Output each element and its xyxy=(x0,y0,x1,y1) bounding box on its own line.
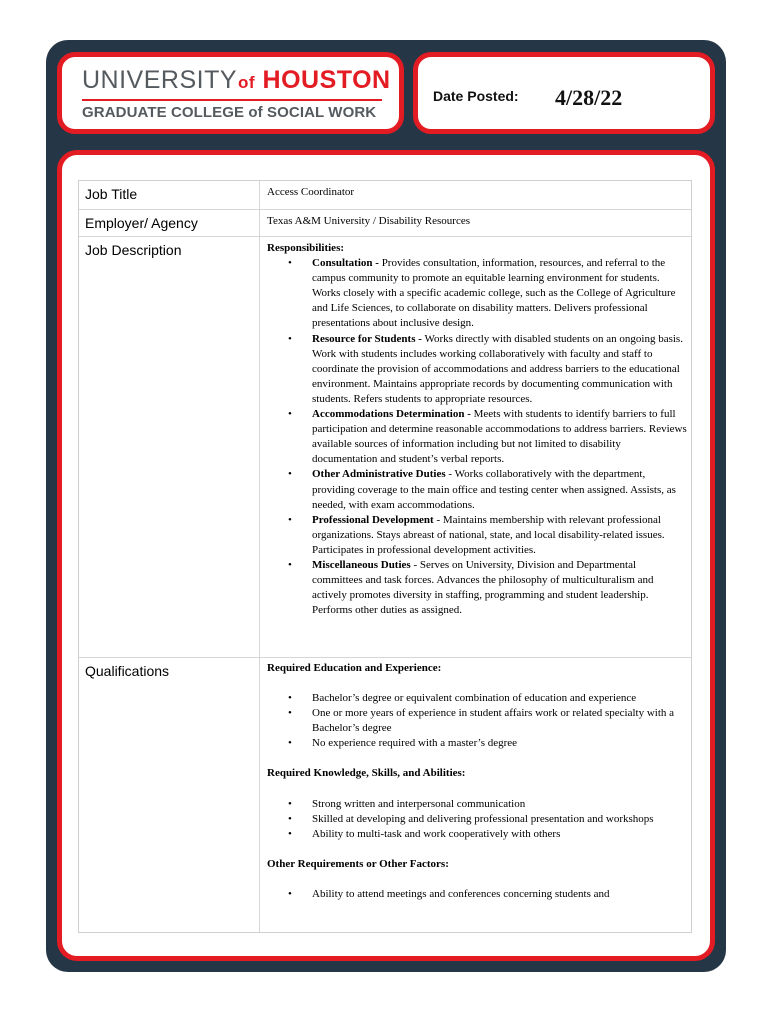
responsibility-term: Accommodations Determination - xyxy=(312,408,471,421)
job-title-row xyxy=(79,181,691,210)
responsibilities-list xyxy=(267,256,687,618)
responsibility-text: - Maintains membership with relevant professional organizations. Stays abreast of national, state, and local disability-related issues. Participates in professional development activities. xyxy=(312,513,665,556)
list-item xyxy=(267,467,687,512)
responsibility-term: Other Administrative Duties xyxy=(312,468,446,481)
responsibility-text: - Works collaboratively with the department, providing coverage to the main office and testing center when assigned. Assists, as needed, with exam accommodations. xyxy=(312,468,676,511)
list-item: • Ability to multi-task and work cooperatively with others xyxy=(267,827,687,842)
job-details-table xyxy=(78,180,692,933)
list-item: • Skilled at developing and delivering professional presentation and workshops xyxy=(267,812,687,827)
date-posted-value: 4/28/22 xyxy=(555,85,623,110)
other-requirements-heading: Other Requirements or Other Factors: xyxy=(267,857,449,870)
responsibility-text: - Serves on University, Division and Departmental committees and task forces. Advances the philosophy of multiculturalism and actively promotes diversity in staffing, programming and student leadership. Performs other duties as assigned. xyxy=(312,558,654,617)
employer-row xyxy=(79,210,691,237)
ksa-list xyxy=(267,797,687,842)
date-posted-box xyxy=(413,52,715,134)
responsibility-term: Resource for Students - xyxy=(312,332,422,345)
qualifications-row xyxy=(79,658,691,933)
list-item: • One or more years of experience in student affairs work or related specialty with a Bachelor’s degree xyxy=(267,706,687,736)
responsibility-term: Consultation - xyxy=(312,257,379,270)
logo-college-text: GRADUATE COLLEGE of SOCIAL WORK xyxy=(82,104,377,121)
job-title-value: Access Coordinator xyxy=(267,186,355,198)
responsibility-term: Professional Development xyxy=(312,513,434,526)
responsibility-term: Miscellaneous Duties xyxy=(312,558,411,571)
list-item xyxy=(267,332,687,407)
list-item: • Ability to attend meetings and conferences concerning students and xyxy=(267,887,687,902)
list-item xyxy=(267,256,687,331)
employer-label: Employer/ Agency xyxy=(85,215,198,231)
date-posted-label: Date Posted: xyxy=(433,88,519,104)
list-item xyxy=(267,513,687,558)
job-title-label: Job Title xyxy=(85,186,138,202)
responsibility-text: Provides consultation, information, resources, and referral to the campus community to promote an equitable learning environment for students. Works closely with a specific academic college, such as the College of Agriculture and Life Sciences, to collaborate on disability matters. Delivers professional presentations about inclusive design. xyxy=(312,257,676,330)
responsibility-text: Meets with students to identify barriers to full participation and determine reasonable accommodations to address barriers. Reviews available sources of information including but not limited to disability documentation and student’s verbal reports. xyxy=(312,408,687,466)
ksa-heading: Required Knowledge, Skills, and Abilities: xyxy=(267,767,466,780)
responsibilities-heading: Responsibilities: xyxy=(267,242,345,254)
university-logo xyxy=(57,52,404,134)
list-item: • No experience required with a master’s degree xyxy=(267,736,687,751)
responsibility-text: Works directly with disabled students on an ongoing basis. Work with students includes working collaboratively with faculty and staff to coordinate the provision of accommodations and address barriers to the educational environment. Maintains appropriate records by documenting communication with students. Refers students to appropriate resources. xyxy=(312,332,683,405)
job-description-row xyxy=(79,237,691,658)
employer-value: Texas A&M University / Disability Resources xyxy=(267,215,471,227)
job-description-label: Job Description xyxy=(85,242,182,258)
list-item xyxy=(267,558,687,618)
list-item: • Strong written and interpersonal communication xyxy=(267,797,687,812)
qualifications-label: Qualifications xyxy=(85,663,170,679)
qualifications-value xyxy=(267,661,687,902)
logo-houston-text: HOUSTON xyxy=(262,66,391,94)
logo-university-text: UNIVERSITY xyxy=(82,66,238,94)
list-item xyxy=(267,407,687,467)
education-list xyxy=(267,691,687,751)
logo-wordmark xyxy=(82,66,391,95)
job-description-value xyxy=(267,241,687,618)
logo-divider xyxy=(82,99,382,101)
other-requirements-list xyxy=(267,887,687,902)
list-item: • Bachelor’s degree or equivalent combination of education and experience xyxy=(267,691,687,706)
education-heading: Required Education and Experience: xyxy=(267,662,442,674)
logo-of-text: of xyxy=(238,73,256,92)
